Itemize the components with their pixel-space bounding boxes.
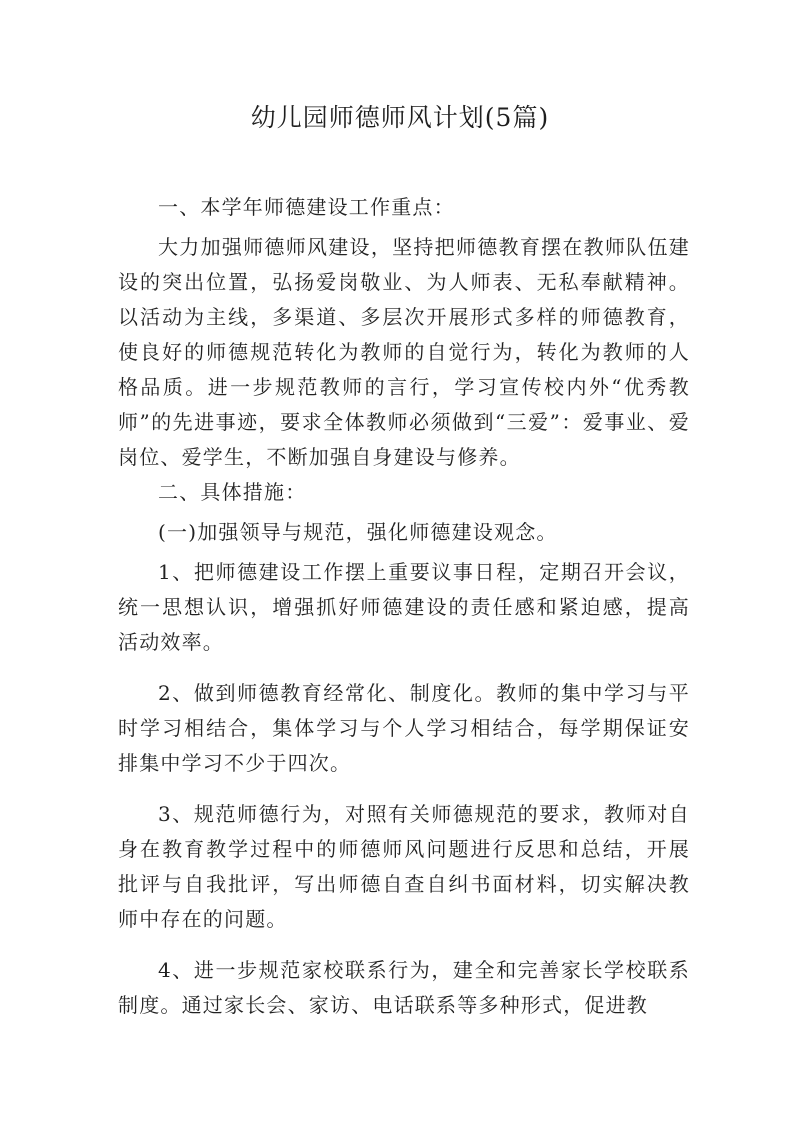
section-heading-key-points: 一、本学年师德建设工作重点： (158, 195, 455, 219)
document-body (118, 190, 690, 1039)
measure-item-3: 3、规范师德行为，对照有关师德规范的要求，教师对自身在教育教学过程中的师德师风问题进行反思和总结，开展批评与自我批评，写出师德自查自纠书面材料，切实解决教师中存在的问题。 (118, 802, 690, 931)
document-title: 幼儿园师德师风计划(5篇) (250, 103, 550, 132)
section-heading-measures: 二、具体措施： (158, 480, 307, 504)
subsection-heading-leadership: (一)加强领导与规范，强化师德建设观念。 (158, 520, 558, 544)
paragraph-key-points-content: 大力加强师德师风建设，坚持把师德教育摆在教师队伍建设的突出位置，弘扬爱岗敬业、为人师表、无私奉献精神。以活动为主线，多渠道、多层次开展形式多样的师德教育，使良好的师德规范转化为教师的自觉行为，转化为教师的人格品质。进一步规范教师的言行，学习宣传校内外“优秀教师”的先进事迹，要求全体教师必须做到“三爱”：爱事业、爱岗位、爱学生，不断加强自身建设与修养。 (118, 235, 690, 469)
measure-item-4: 4、进一步规范家校联系行为，建全和完善家长学校联系制度。通过家长会、家访、电话联系等多种形式，促进教 (118, 958, 690, 1017)
measure-item-2: 2、做到师德教育经常化、制度化。教师的集中学习与平时学习相结合，集体学习与个人学习相结合，每学期保证安排集中学习不少于四次。 (118, 681, 690, 775)
measure-item-1: 1、把师德建设工作摆上重要议事日程，定期召开会议，统一思想认识，增强抓好师德建设的责任感和紧迫感，提高活动效率。 (118, 560, 690, 654)
